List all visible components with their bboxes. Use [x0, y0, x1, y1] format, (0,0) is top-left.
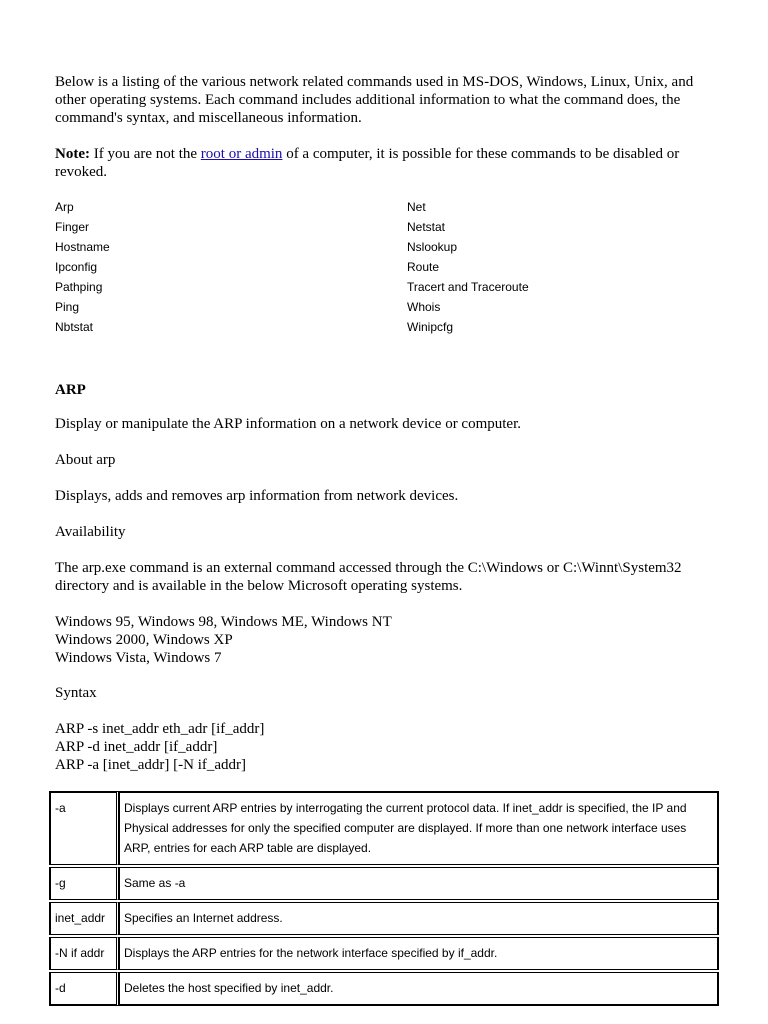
command-item[interactable]: Whois: [407, 300, 441, 314]
command-item[interactable]: Netstat: [407, 220, 446, 234]
command-item[interactable]: Nslookup: [407, 240, 458, 254]
option-flag: -a: [49, 791, 119, 865]
arp-heading: ARP: [55, 382, 86, 398]
note-paragraph: [55, 145, 720, 181]
command-item[interactable]: Ipconfig: [55, 260, 98, 274]
syntax-line: ARP -s inet_addr eth_adr [if_addr]: [55, 721, 265, 737]
command-item[interactable]: Hostname: [55, 240, 110, 254]
table-row: [49, 867, 719, 900]
note-text-after: of a computer, it is possible for these commands to be disabled or revoked.: [55, 146, 680, 180]
command-item[interactable]: Net: [407, 200, 426, 214]
arp-options-table: [49, 789, 719, 1008]
syntax-heading: Syntax: [55, 685, 97, 701]
command-item[interactable]: Tracert and Traceroute: [407, 280, 529, 294]
command-item[interactable]: Nbtstat: [55, 320, 94, 334]
os-list: [55, 613, 720, 667]
option-flag: -d: [49, 972, 119, 1006]
syntax-line: ARP -a [inet_addr] [-N if_addr]: [55, 757, 247, 773]
root-or-admin-link[interactable]: root or admin: [200, 146, 283, 162]
option-description: Displays the ARP entries for the network interface specified by if_addr.: [119, 937, 719, 970]
table-row: [49, 937, 719, 970]
about-text: Displays, adds and removes arp information from network devices.: [55, 488, 459, 504]
table-row: [49, 972, 719, 1006]
os-line: Windows 95, Windows 98, Windows ME, Windows NT: [55, 614, 392, 630]
command-item[interactable]: Ping: [55, 300, 80, 314]
option-description: Deletes the host specified by inet_addr.: [119, 972, 719, 1006]
syntax-line: ARP -d inet_addr [if_addr]: [55, 739, 218, 755]
os-line: Windows Vista, Windows 7: [55, 650, 222, 666]
command-item[interactable]: Route: [407, 260, 440, 274]
command-item[interactable]: Winipcfg: [407, 320, 454, 334]
option-description: Same as -a: [119, 867, 719, 900]
option-description: Specifies an Internet address.: [119, 902, 719, 935]
os-line: Windows 2000, Windows XP: [55, 632, 233, 648]
command-item[interactable]: Finger: [55, 220, 90, 234]
command-item[interactable]: Arp: [55, 200, 74, 214]
arp-description: Display or manipulate the ARP information on a network device or computer.: [55, 416, 522, 432]
availability-text: The arp.exe command is an external command accessed through the C:\Windows or C:\Winnt\System32 directory and is available in the below Microsoft operating systems.: [55, 560, 682, 594]
command-item[interactable]: Pathping: [55, 280, 103, 294]
command-list-right: [407, 197, 529, 337]
intro-paragraph: Below is a listing of the various network related commands used in MS-DOS, Windows, Linux, Unix, and other operating systems. Each command includes additional information to what the command does, the command's syntax, and miscellaneous information.: [55, 74, 694, 126]
syntax-list: [55, 720, 720, 774]
about-heading: About arp: [55, 452, 116, 468]
option-description: Displays current ARP entries by interrogating the current protocol data. If inet_addr is specified, the IP and Physical addresses for only the specified computer are displayed. If more than one network interface uses ARP, entries for each ARP table are displayed.: [119, 791, 719, 865]
note-label: Note:: [55, 146, 90, 162]
command-list-left: [55, 197, 110, 337]
option-flag: -g: [49, 867, 119, 900]
option-flag: -N if addr: [49, 937, 119, 970]
note-text-before: If you are not the: [89, 146, 201, 162]
availability-heading: Availability: [55, 524, 126, 540]
table-row: [49, 902, 719, 935]
table-row: [49, 791, 719, 865]
option-flag: inet_addr: [49, 902, 119, 935]
